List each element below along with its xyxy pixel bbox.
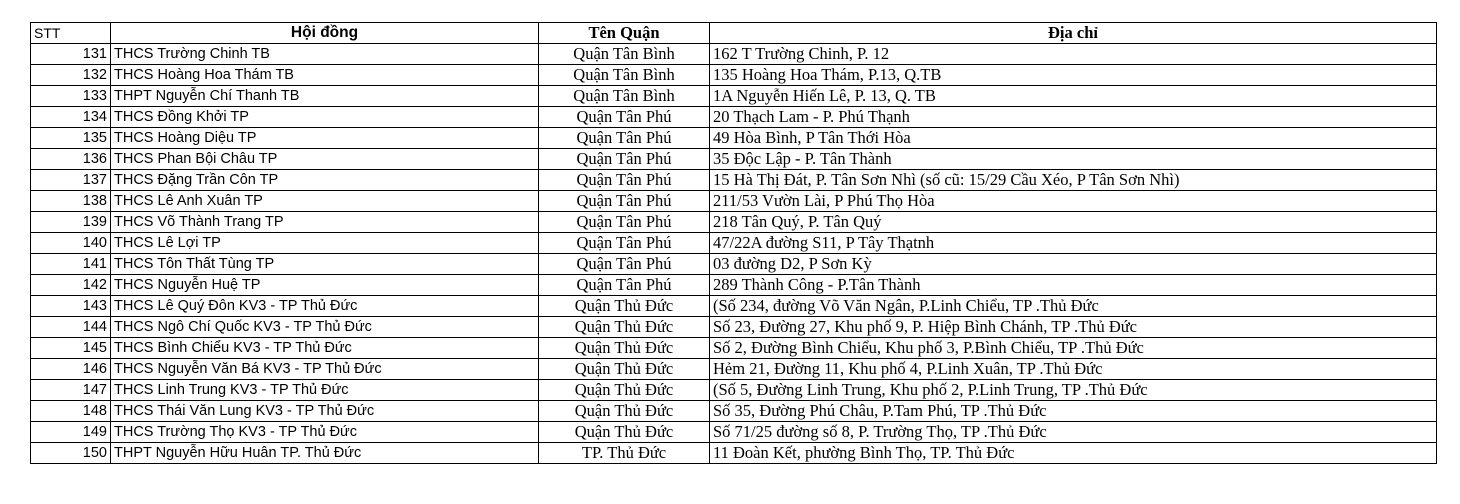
table-row (31, 65, 1437, 86)
cell-dia-chi: 162 T Trường Chinh, P. 12 (710, 44, 1437, 65)
cell-dia-chi: 15 Hà Thị Đát, P. Tân Sơn Nhì (số cũ: 15/29 Cầu Xéo, P Tân Sơn Nhì) (710, 170, 1437, 191)
cell-dia-chi: (Số 5, Đường Linh Trung, Khu phố 2, P.Linh Trung, TP .Thủ Đức (710, 380, 1437, 401)
table-header-row (31, 23, 1437, 44)
header-hoi-dong: Hội đồng (111, 23, 539, 44)
cell-ten-quan: Quận Thủ Đức (539, 422, 710, 443)
cell-ten-quan: Quận Tân Phú (539, 107, 710, 128)
cell-hoi-dong: THCS Đồng Khởi TP (111, 107, 539, 128)
cell-hoi-dong: THPT Nguyễn Chí Thanh TB (111, 86, 539, 107)
table-row (31, 233, 1437, 254)
cell-ten-quan: Quận Tân Bình (539, 44, 710, 65)
cell-ten-quan: Quận Tân Bình (539, 86, 710, 107)
table-row (31, 296, 1437, 317)
cell-hoi-dong: THCS Lê Lợi TP (111, 233, 539, 254)
cell-stt: 143 (31, 296, 111, 317)
cell-ten-quan: Quận Thủ Đức (539, 359, 710, 380)
cell-stt: 144 (31, 317, 111, 338)
cell-hoi-dong: THCS Lê Anh Xuân TP (111, 191, 539, 212)
cell-hoi-dong: THPT Nguyễn Hữu Huân TP. Thủ Đức (111, 443, 539, 464)
cell-ten-quan: Quận Tân Bình (539, 65, 710, 86)
cell-stt: 136 (31, 149, 111, 170)
cell-ten-quan: Quận Thủ Đức (539, 401, 710, 422)
cell-ten-quan: Quận Tân Phú (539, 191, 710, 212)
cell-stt: 135 (31, 128, 111, 149)
table-row (31, 254, 1437, 275)
cell-dia-chi: Hẻm 21, Đường 11, Khu phố 4, P.Linh Xuân, TP .Thủ Đức (710, 359, 1437, 380)
cell-hoi-dong: THCS Hoàng Hoa Thám TB (111, 65, 539, 86)
cell-ten-quan: Quận Thủ Đức (539, 317, 710, 338)
cell-stt: 140 (31, 233, 111, 254)
header-dia-chi: Địa chỉ (710, 23, 1437, 44)
table-row (31, 212, 1437, 233)
cell-dia-chi: 03 đường D2, P Sơn Kỳ (710, 254, 1437, 275)
cell-hoi-dong: THCS Phan Bội Châu TP (111, 149, 539, 170)
cell-ten-quan: Quận Tân Phú (539, 212, 710, 233)
table-row (31, 275, 1437, 296)
cell-dia-chi: Số 71/25 đường số 8, P. Trường Thọ, TP .Thủ Đức (710, 422, 1437, 443)
cell-ten-quan: Quận Tân Phú (539, 254, 710, 275)
cell-stt: 132 (31, 65, 111, 86)
table-row (31, 86, 1437, 107)
table-row (31, 359, 1437, 380)
table-row (31, 422, 1437, 443)
cell-stt: 147 (31, 380, 111, 401)
cell-hoi-dong: THCS Linh Trung KV3 - TP Thủ Đức (111, 380, 539, 401)
cell-hoi-dong: THCS Trường Chinh TB (111, 44, 539, 65)
cell-ten-quan: Quận Thủ Đức (539, 338, 710, 359)
table-row (31, 107, 1437, 128)
cell-hoi-dong: THCS Trường Thọ KV3 - TP Thủ Đức (111, 422, 539, 443)
cell-stt: 138 (31, 191, 111, 212)
cell-dia-chi: Số 2, Đường Bình Chiểu, Khu phố 3, P.Bình Chiểu, TP .Thủ Đức (710, 338, 1437, 359)
cell-dia-chi: 49 Hòa Bình, P Tân Thới Hòa (710, 128, 1437, 149)
cell-dia-chi: 135 Hoàng Hoa Thám, P.13, Q.TB (710, 65, 1437, 86)
cell-hoi-dong: THCS Ngô Chí Quốc KV3 - TP Thủ Đức (111, 317, 539, 338)
table-row (31, 443, 1437, 464)
cell-dia-chi: Số 35, Đường Phú Châu, P.Tam Phú, TP .Thủ Đức (710, 401, 1437, 422)
table-row (31, 338, 1437, 359)
cell-dia-chi: (Số 234, đường Võ Văn Ngân, P.Linh Chiểu, TP .Thủ Đức (710, 296, 1437, 317)
cell-ten-quan: TP. Thủ Đức (539, 443, 710, 464)
cell-dia-chi: 218 Tân Quý, P. Tân Quý (710, 212, 1437, 233)
cell-dia-chi: 1A Nguyễn Hiến Lê, P. 13, Q. TB (710, 86, 1437, 107)
cell-ten-quan: Quận Tân Phú (539, 128, 710, 149)
cell-dia-chi: 35 Độc Lập - P. Tân Thành (710, 149, 1437, 170)
table-row (31, 170, 1437, 191)
cell-dia-chi: 20 Thạch Lam - P. Phú Thạnh (710, 107, 1437, 128)
cell-ten-quan: Quận Tân Phú (539, 233, 710, 254)
cell-stt: 150 (31, 443, 111, 464)
cell-stt: 139 (31, 212, 111, 233)
cell-dia-chi: 211/53 Vườn Lài, P Phú Thọ Hòa (710, 191, 1437, 212)
cell-stt: 141 (31, 254, 111, 275)
cell-ten-quan: Quận Tân Phú (539, 149, 710, 170)
cell-ten-quan: Quận Tân Phú (539, 275, 710, 296)
cell-dia-chi: 47/22A đường S11, P Tây Thạtnh (710, 233, 1437, 254)
cell-hoi-dong: THCS Nguyễn Văn Bá KV3 - TP Thủ Đức (111, 359, 539, 380)
cell-hoi-dong: THCS Tôn Thất Tùng TP (111, 254, 539, 275)
cell-hoi-dong: THCS Nguyễn Huệ TP (111, 275, 539, 296)
cell-stt: 134 (31, 107, 111, 128)
cell-dia-chi: 289 Thành Công - P.Tân Thành (710, 275, 1437, 296)
cell-ten-quan: Quận Thủ Đức (539, 296, 710, 317)
cell-hoi-dong: THCS Thái Văn Lung KV3 - TP Thủ Đức (111, 401, 539, 422)
cell-stt: 148 (31, 401, 111, 422)
cell-stt: 142 (31, 275, 111, 296)
cell-stt: 149 (31, 422, 111, 443)
cell-stt: 137 (31, 170, 111, 191)
table-row (31, 128, 1437, 149)
cell-stt: 146 (31, 359, 111, 380)
table-row (31, 401, 1437, 422)
cell-hoi-dong: THCS Hoàng Diệu TP (111, 128, 539, 149)
cell-hoi-dong: THCS Lê Quý Đôn KV3 - TP Thủ Đức (111, 296, 539, 317)
table-row (31, 191, 1437, 212)
table-row (31, 44, 1437, 65)
school-table (30, 22, 1437, 464)
cell-dia-chi: Số 23, Đường 27, Khu phố 9, P. Hiệp Bình Chánh, TP .Thủ Đức (710, 317, 1437, 338)
header-stt: STT (31, 23, 111, 44)
cell-stt: 145 (31, 338, 111, 359)
cell-dia-chi: 11 Đoàn Kết, phường Bình Thọ, TP. Thủ Đức (710, 443, 1437, 464)
cell-hoi-dong: THCS Đặng Trần Côn TP (111, 170, 539, 191)
cell-ten-quan: Quận Thủ Đức (539, 380, 710, 401)
table-body (31, 44, 1437, 464)
table-row (31, 380, 1437, 401)
cell-stt: 131 (31, 44, 111, 65)
header-ten-quan: Tên Quận (539, 23, 710, 44)
cell-hoi-dong: THCS Bình Chiểu KV3 - TP Thủ Đức (111, 338, 539, 359)
table-row (31, 317, 1437, 338)
cell-hoi-dong: THCS Võ Thành Trang TP (111, 212, 539, 233)
table-row (31, 149, 1437, 170)
cell-stt: 133 (31, 86, 111, 107)
cell-ten-quan: Quận Tân Phú (539, 170, 710, 191)
